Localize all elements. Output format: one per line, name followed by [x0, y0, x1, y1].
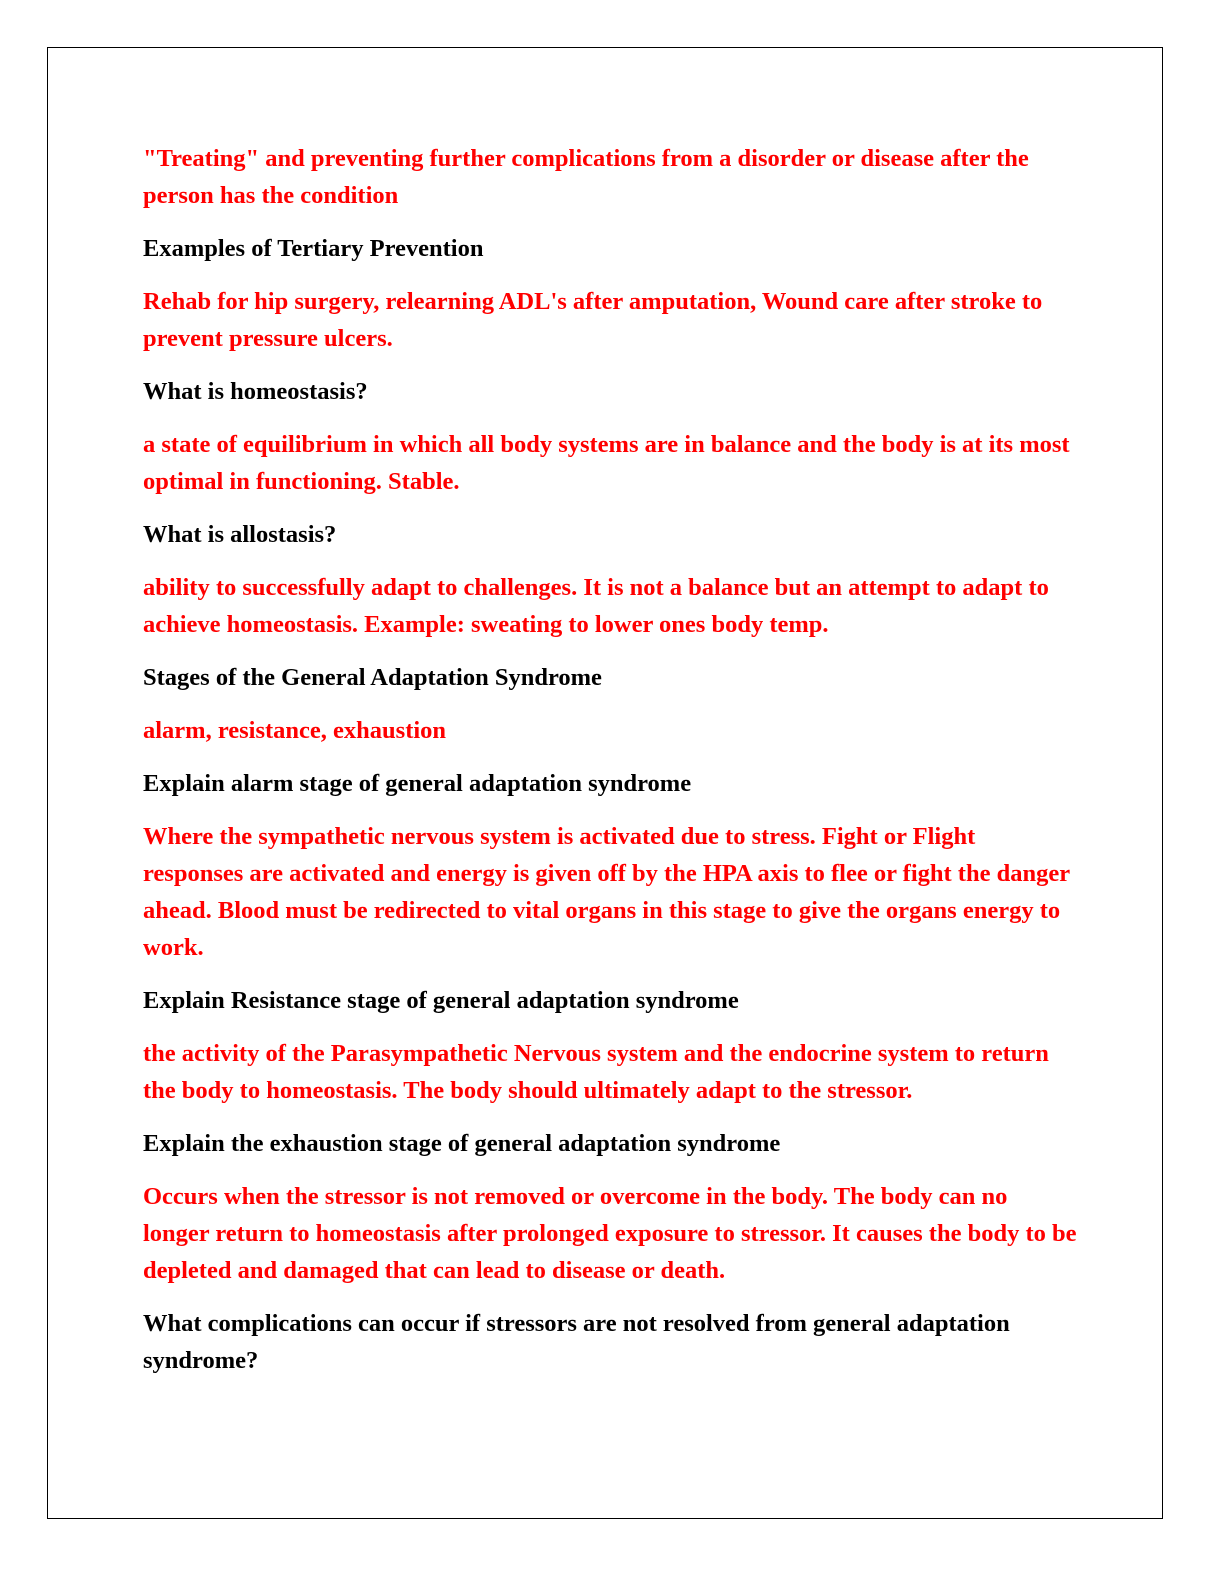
answer-text: Rehab for hip surgery, relearning ADL's after amputation, Wound care after stroke to prevent pressure ulcers. — [143, 288, 1043, 352]
question-text: Explain alarm stage of general adaptation syndrome — [143, 770, 692, 797]
question-text: Stages of the General Adaptation Syndrome — [143, 664, 602, 691]
question-text: Explain the exhaustion stage of general adaptation syndrome — [143, 1130, 781, 1157]
answer-text: alarm, resistance, exhaustion — [143, 717, 447, 744]
question-text: What is allostasis? — [143, 521, 337, 548]
answer-text: Occurs when the stressor is not removed or overcome in the body. The body can no longer return to homeostasis after prolonged exposure to stressor. It causes the body to be depleted and damaged that can lead to disease or death. — [143, 1183, 1077, 1284]
answer-text: the activity of the Parasympathetic Nervous system and the endocrine system to return the body to homeostasis. The body should ultimately adapt to the stressor. — [143, 1040, 1049, 1104]
answer-text: a state of equilibrium in which all body systems are in balance and the body is at its most optimal in functioning. Stable. — [143, 431, 1070, 495]
document-content — [143, 140, 1078, 1395]
question-text: What is homeostasis? — [143, 378, 368, 405]
answer-text: Where the sympathetic nervous system is activated due to stress. Fight or Flight responses are activated and energy is given off by the HPA axis to flee or fight the danger ahead. Blood must be redirected to vital organs in this stage to give the organs energy to work. — [143, 823, 1070, 961]
question-text: Explain Resistance stage of general adaptation syndrome — [143, 987, 739, 1014]
question-text: Examples of Tertiary Prevention — [143, 235, 484, 262]
question-text: What complications can occur if stressors are not resolved from general adaptation syndrome? — [143, 1310, 1010, 1374]
answer-text: ability to successfully adapt to challenges. It is not a balance but an attempt to adapt to achieve homeostasis. Example: sweating to lower ones body temp. — [143, 574, 1049, 638]
answer-text: "Treating" and preventing further complications from a disorder or disease after the person has the condition — [143, 145, 1029, 209]
